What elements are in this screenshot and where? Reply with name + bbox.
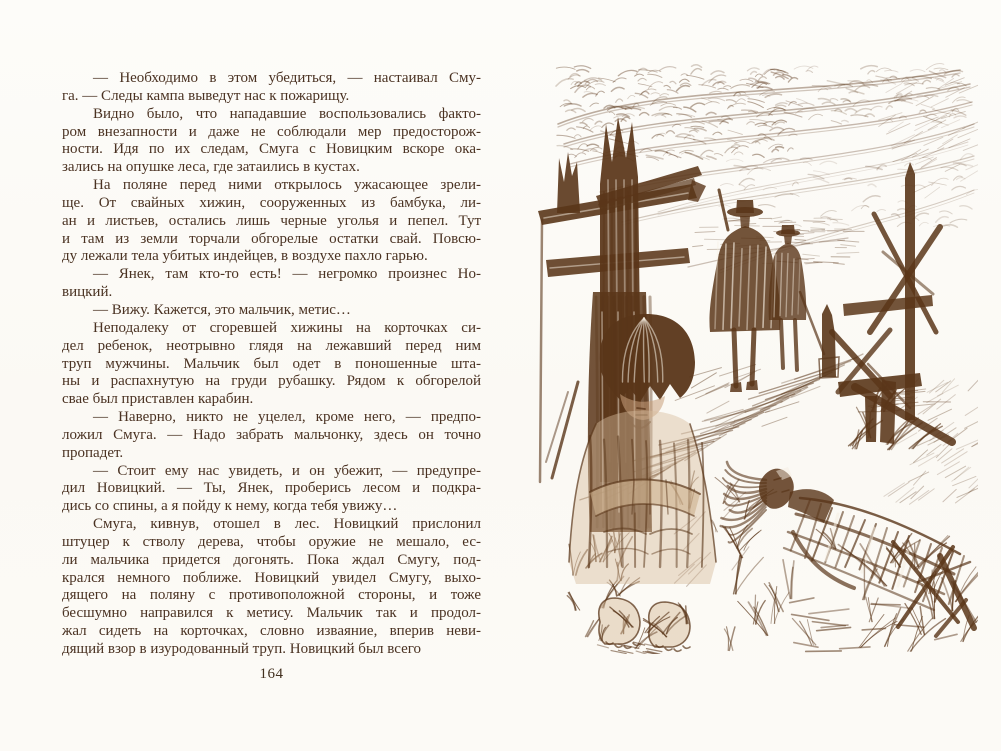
text-line: ще. От свайных хижин, сооруженных из бамбука, ли- [62, 194, 481, 211]
text-line: пропадет. [62, 444, 124, 461]
paragraph [62, 320, 481, 409]
paragraph [62, 106, 481, 177]
text-line: крался немного поближе. Новицкий увидел Смугу, выхо- [62, 569, 481, 586]
paragraph [62, 70, 481, 106]
text-line: Смуга, кивнув, отошел в лес. Новицкий прислонил [93, 516, 481, 533]
paragraph [62, 516, 481, 659]
text-line: дил Новицкий. — Ты, Янек, проберись лесом и подкра- [62, 480, 481, 497]
text-line: бесшумно направился к метису. Мальчик так и продол- [62, 605, 481, 622]
paragraph [62, 302, 481, 320]
text-line: — Стоит ему нас увидеть, и он убежит, — предупре- [93, 462, 481, 479]
text-line: ду лежали тела убитых индейцев, в воздухе пахло гарью. [62, 248, 428, 265]
text-line: зались на опушке леса, где затаились в кустах. [62, 159, 360, 176]
text-line: га. — Следы кампа выведут нас к пожарищу. [62, 87, 350, 104]
text-line: дел ребенок, неотрывно глядя на лежавший перед ним [62, 337, 481, 354]
text-line: ли мальчика придется догонять. Пока ждал Смугу, под- [62, 551, 481, 568]
book-illustration [538, 62, 978, 654]
text-line: дись со спины, а я пойду к нему, когда тебя увижу… [62, 498, 398, 515]
text-line: свае был приставлен карабин. [62, 391, 254, 408]
text-line: — Янек, там кто-то есть! — негромко произнес Но- [93, 266, 481, 283]
text-line: труп мужчины. Мальчик был одет в поношенные шта- [62, 355, 481, 372]
text-line: и там из земли торчали обгорелые остатки свай. Повсю- [62, 230, 481, 247]
text-line: ности. Идя по их следам, Смуга с Новицким вскоре ока- [62, 141, 481, 158]
text-line: вицкий. [62, 284, 113, 301]
text-line: — Необходимо в этом убедиться, — настаивал Сму- [93, 70, 481, 86]
text-line: дящий взор в изуродованный труп. Новицкий был всего [62, 641, 422, 657]
text-line: ложил Смуга. — Надо забрать мальчонку, здесь он точно [62, 426, 481, 443]
text-line: — Наверно, никто не уцелел, кроме него, — предпо- [93, 409, 481, 426]
text-line: — Вижу. Кажется, это мальчик, метис… [93, 301, 351, 318]
text-column [62, 70, 481, 659]
text-line: ром внезапности и даже не соблюдали мер предосторож- [62, 123, 481, 140]
text-line: Видно было, что нападавшие воспользовались факто- [93, 105, 481, 122]
page-number: 164 [259, 666, 284, 682]
text-line: Неподалеку от сгоревшей хижины на корточках си- [93, 319, 481, 336]
paragraph [62, 409, 481, 463]
paragraph [62, 266, 481, 302]
paragraph [62, 177, 481, 266]
text-line: дящего на поляну с противоположной стороны, и тоже [62, 587, 481, 604]
text-line: ан и листьев, остались лишь черные уголья и пепел. Тут [62, 212, 481, 229]
text-line: На поляне перед ними открылось ужасающее зрели- [93, 177, 481, 194]
text-line: жал сидеть на корточках, словно изваяние, вперив неви- [62, 623, 481, 640]
paragraph [62, 463, 481, 517]
right-page [538, 62, 978, 654]
text-line: штуцер к стволу дерева, чтобы оружие не мешало, ес- [62, 533, 481, 550]
text-line: ны и распахнутую на груди рубашку. Рядом к обгорелой [62, 373, 481, 390]
